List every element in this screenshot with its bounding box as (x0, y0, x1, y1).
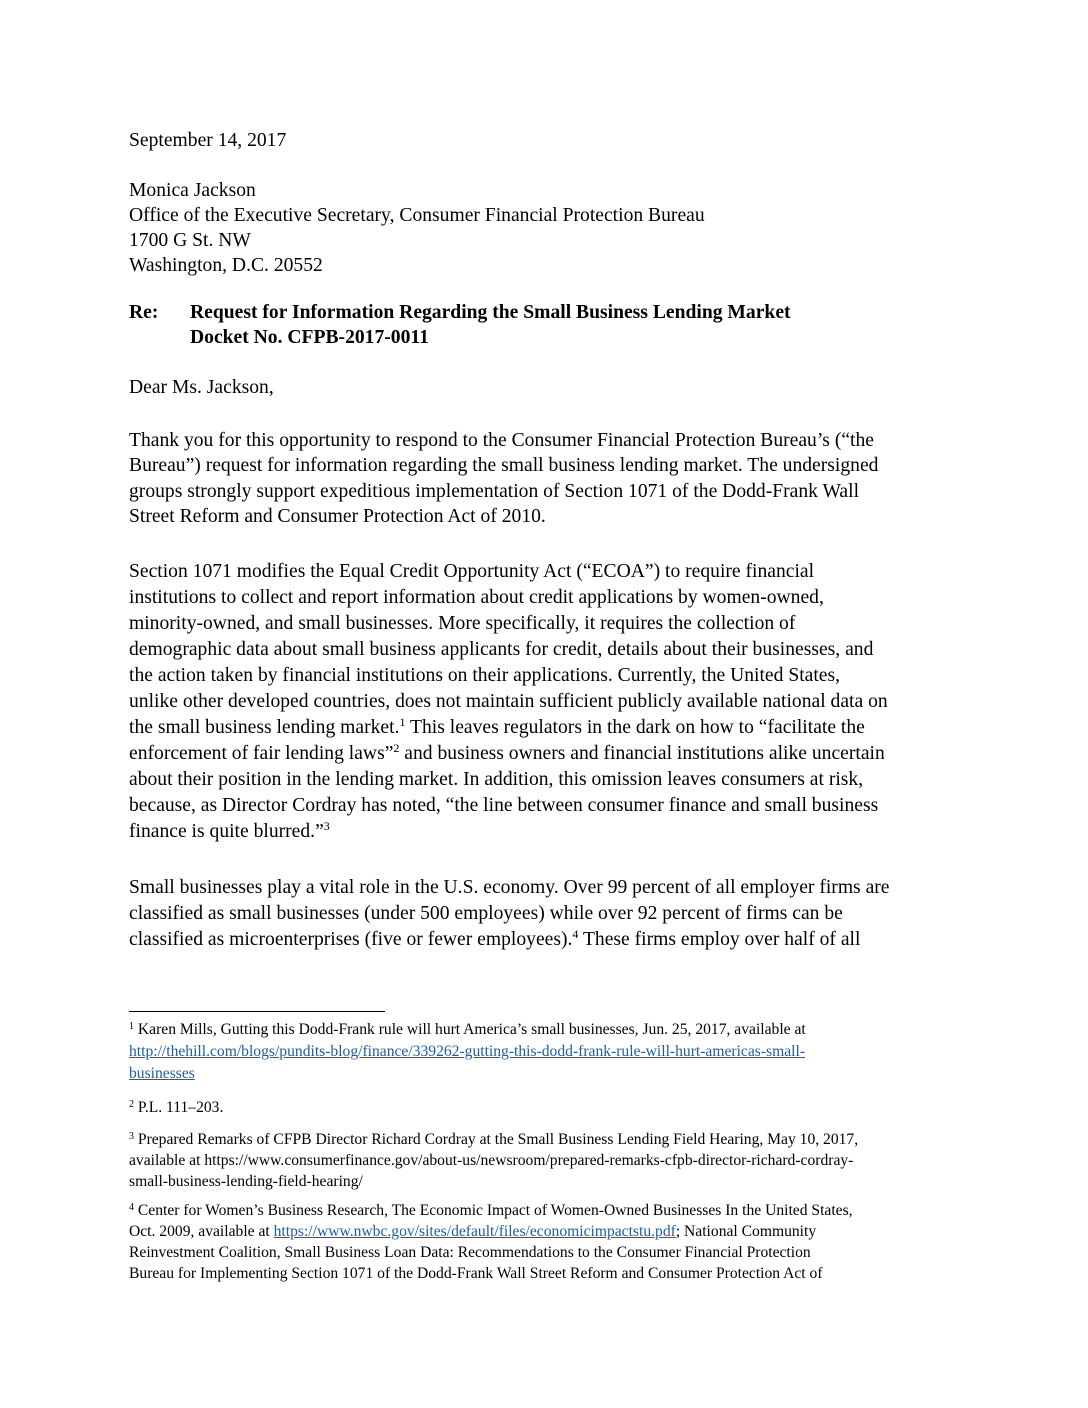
paragraph-3-text: These firms employ over half of all (578, 929, 861, 950)
recipient-name: Monica Jackson (129, 180, 256, 201)
footnote-4-link[interactable]: https://www.nwbc.gov/sites/default/files/economicimpactstu.pdf (273, 1223, 676, 1240)
re-docket: Docket No. CFPB-2017-0011 (190, 327, 429, 348)
salutation: Dear Ms. Jackson, (129, 377, 274, 398)
footnote-4-line: Reinvestment Coalition, Small Business Loan Data: Recommendations to the Consumer Financial Protection (129, 1244, 811, 1261)
footnote-text: P.L. 111–203. (134, 1099, 224, 1116)
footnote-ref-2[interactable]: 2 (393, 741, 400, 755)
recipient-office: Office of the Executive Secretary, Consumer Financial Protection Bureau (129, 205, 705, 226)
footnote-1-link[interactable]: businesses (129, 1065, 195, 1082)
paragraph-2-line: the action taken by financial institutions on their applications. Currently, the United States, (129, 665, 841, 686)
paragraph-2-line: because, as Director Cordray has noted, “the line between consumer finance and small business (129, 795, 879, 816)
footnote-number: 4 (129, 1202, 134, 1213)
paragraph-2-line: demographic data about small business applicants for credit, details about their businesses, and (129, 639, 874, 660)
footnote-2 (129, 1098, 223, 1117)
paragraph-2-text: This leaves regulators in the dark on how to “facilitate the (405, 717, 865, 738)
footnote-3-line: available at https://www.consumerfinance.gov/about-us/newsroom/prepared-remarks-cfpb-director-richard-cordray- (129, 1152, 854, 1169)
footnote-number: 2 (129, 1099, 134, 1110)
footnote-separator (129, 1011, 385, 1012)
footnote-1 (129, 1020, 806, 1039)
footnote-text: Prepared Remarks of CFPB Director Richard Cordray at the Small Business Lending Field Hearing, May 10, 2017, (134, 1131, 859, 1148)
paragraph-2-line (129, 742, 885, 766)
paragraph-2-line (129, 716, 865, 740)
paragraph-2-text: enforcement of fair lending laws” (129, 743, 394, 764)
paragraph-1-line: Street Reform and Consumer Protection Act of 2010. (129, 506, 546, 527)
paragraph-3-text: classified as microenterprises (five or fewer employees). (129, 929, 573, 950)
paragraph-2-line: about their position in the lending market. In addition, this omission leaves consumers at risk, (129, 769, 864, 790)
paragraph-1-line: Bureau”) request for information regarding the small business lending market. The undersigned (129, 455, 879, 476)
paragraph-2-text: the small business lending market. (129, 717, 400, 738)
footnote-number: 1 (129, 1021, 134, 1032)
footnote-text: Karen Mills, Gutting this Dodd-Frank rule will hurt America’s small businesses, Jun. 25, 2017, available at (134, 1021, 806, 1038)
paragraph-3-line: Small businesses play a vital role in the U.S. economy. Over 99 percent of all employer firms are (129, 877, 890, 898)
paragraph-2-line: institutions to collect and report information about credit applications by women-owned, (129, 587, 824, 608)
re-subject: Request for Information Regarding the Small Business Lending Market (190, 302, 791, 323)
paragraph-2-text: and business owners and financial institutions alike uncertain (399, 743, 885, 764)
paragraph-2-line: minority-owned, and small businesses. More specifically, it requires the collection of (129, 613, 796, 634)
letter-date: September 14, 2017 (129, 130, 287, 151)
footnote-ref-1[interactable]: 1 (399, 715, 406, 729)
footnote-3 (129, 1130, 858, 1149)
recipient-city: Washington, D.C. 20552 (129, 255, 323, 276)
footnote-1-link[interactable]: http://thehill.com/blogs/pundits-blog/finance/339262-gutting-this-dodd-frank-rule-will-hurt-americas-small- (129, 1043, 806, 1060)
footnote-text: Center for Women’s Business Research, The Economic Impact of Women-Owned Businesses In the United States, (134, 1202, 853, 1219)
recipient-street: 1700 G St. NW (129, 230, 251, 251)
footnote-text: ; National Community (675, 1223, 817, 1240)
footnote-4-line: Bureau for Implementing Section 1071 of the Dodd-Frank Wall Street Reform and Consumer Protection Act of (129, 1265, 823, 1282)
paragraph-2-text: finance is quite blurred.” (129, 821, 324, 842)
footnote-4-line (129, 1222, 816, 1241)
paragraph-1-line: Thank you for this opportunity to respond to the Consumer Financial Protection Bureau’s (“the (129, 430, 874, 451)
footnote-1-link-line (129, 1064, 195, 1083)
paragraph-2-line (129, 820, 330, 844)
paragraph-2-line: Section 1071 modifies the Equal Credit Opportunity Act (“ECOA”) to require financial (129, 561, 815, 582)
paragraph-3-line: classified as small businesses (under 500 employees) while over 92 percent of firms can be (129, 903, 843, 924)
paragraph-1-line: groups strongly support expeditious implementation of Section 1071 of the Dodd-Frank Wall (129, 481, 860, 502)
footnote-1-link-line (129, 1042, 805, 1061)
paragraph-2-line: unlike other developed countries, does not maintain sufficient publicly available national data on (129, 691, 888, 712)
footnote-ref-4[interactable]: 4 (572, 927, 579, 941)
footnote-ref-3[interactable]: 3 (323, 819, 330, 833)
footnote-3-line: small-business-lending-field-hearing/ (129, 1173, 363, 1190)
paragraph-3-line (129, 928, 860, 952)
footnote-number: 3 (129, 1131, 134, 1142)
footnote-text: Oct. 2009, available at (129, 1223, 274, 1240)
footnote-4 (129, 1201, 853, 1220)
re-label: Re: (129, 302, 159, 323)
